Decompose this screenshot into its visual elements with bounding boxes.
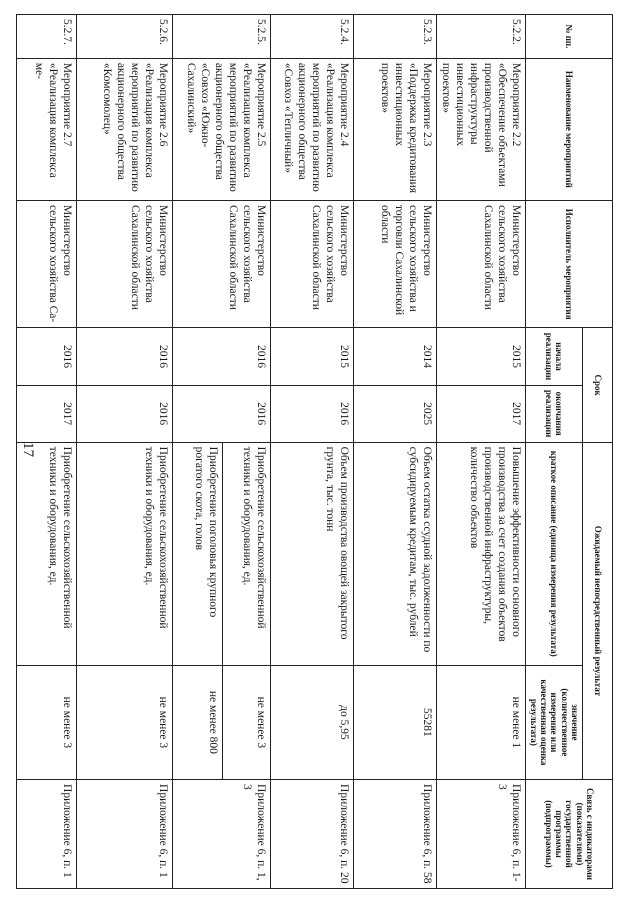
header-term: Срок bbox=[583, 328, 613, 442]
row-value: не менее 3 bbox=[77, 665, 173, 779]
row-brief: Приобретение сельскохозяйственной техники и оборудования, ед. bbox=[17, 442, 77, 665]
row-executor: Министерство сельского хозяйства Сахалинской области bbox=[173, 200, 271, 328]
row-name: Мероприятие 2.2 «Обеспечение объектами производственной инфраструктуры инвестиционных проектов» bbox=[437, 58, 526, 200]
header-num: № пп. bbox=[526, 15, 613, 59]
row-link: Приложение 6, п. 1 bbox=[17, 780, 77, 889]
row-link: Приложение 6, п. 58 bbox=[354, 780, 437, 889]
row-value: не менее 3 bbox=[17, 665, 77, 779]
activities-table bbox=[16, 14, 613, 889]
row-executor: Министерство сельского хозяйства Сахалинской области bbox=[437, 200, 526, 328]
row-executor: Министерство сельского хозяйства Са- bbox=[17, 200, 77, 328]
header-name: Наименование мероприятий bbox=[526, 58, 613, 200]
table-row bbox=[17, 15, 77, 889]
page-number: 17 bbox=[20, 442, 36, 457]
row-name: Мероприятие 2.6 «Реализация комплекса мероприятий по развитию акционерного общества «Комсомолец» bbox=[77, 58, 173, 200]
row-num: 5.2.3. bbox=[354, 15, 437, 59]
row-link: Приложение 6, п. 20 bbox=[271, 780, 354, 889]
row-executor: Министерство сельского хозяйства Сахалинской области bbox=[77, 200, 173, 328]
row-start: 2015 bbox=[271, 328, 354, 385]
table-row bbox=[271, 15, 354, 889]
row-end: 2017 bbox=[17, 385, 77, 442]
row-link: Приложение 6, п. 1-3 bbox=[437, 780, 526, 889]
row-num: 5.2.7. bbox=[17, 15, 77, 59]
rotated-page bbox=[23, 14, 613, 889]
row-brief: Приобретение сельскохозяйственной техники и оборудования, ед. bbox=[77, 442, 173, 665]
row-end: 2016 bbox=[77, 385, 173, 442]
table-row bbox=[223, 15, 271, 889]
header-end: окончания реализации bbox=[526, 385, 583, 442]
row-end: 2016 bbox=[173, 385, 271, 442]
row-name: Мероприятие 2.3 «Поддержка кредитования инвестиционных проектов» bbox=[354, 58, 437, 200]
row-link: Приложение 6, п. 1 bbox=[77, 780, 173, 889]
row-num: 5.2.4. bbox=[271, 15, 354, 59]
row-start: 2016 bbox=[77, 328, 173, 385]
row-start: 2014 bbox=[354, 328, 437, 385]
row-end: 2017 bbox=[437, 385, 526, 442]
row-end: 2016 bbox=[271, 385, 354, 442]
row-start: 2016 bbox=[173, 328, 271, 385]
row-value: 55281 bbox=[354, 665, 437, 779]
header-expected: Ожидаемый непосредственный результат bbox=[583, 442, 613, 779]
row-num: 5.2.6. bbox=[77, 15, 173, 59]
header-executor: Исполнитель мероприятия bbox=[526, 200, 613, 328]
header-link: Связь с индикаторами (показателями) государственной программы (подпрограммы) bbox=[526, 780, 613, 889]
row-value: не менее 3 bbox=[223, 665, 271, 779]
header-start: начала реализации bbox=[526, 328, 583, 385]
row-brief: Объем производства овощей закрытого грунта, тыс. тонн bbox=[271, 442, 354, 665]
row-start: 2015 bbox=[437, 328, 526, 385]
row-name: Мероприятие 2.7 «Реализация комплекса ме- bbox=[17, 58, 77, 200]
header-value: значение (количественное измерение или качественная оценка результата) bbox=[526, 665, 583, 779]
row-value: до 5,95 bbox=[271, 665, 354, 779]
row-num: 5.2.5. bbox=[173, 15, 271, 59]
row-brief: Приобретение сельскохозяйственной техники и оборудования, ед. bbox=[223, 442, 271, 665]
row-link: Приложение 6, п. 1, 3 bbox=[173, 780, 271, 889]
row-executor: Министерство сельского хозяйства Сахалинской области bbox=[271, 200, 354, 328]
row-value: не менее 800 bbox=[173, 665, 223, 779]
row-end: 2025 bbox=[354, 385, 437, 442]
table-row bbox=[77, 15, 173, 889]
table-row bbox=[354, 15, 437, 889]
row-start: 2016 bbox=[17, 328, 77, 385]
table-row bbox=[437, 15, 526, 889]
row-name: Мероприятие 2.5 «Реализация комплекса мероприятий по развитию акционерного общества «Совхоз «Южно-Сахалинский» bbox=[173, 58, 271, 200]
header-brief: краткое описание (единица измерения результата) bbox=[526, 442, 583, 665]
row-brief: Объем остатка ссудной задолженности по субсидируемым кредитам, тыс. рублей bbox=[354, 442, 437, 665]
row-value: не менее 1 bbox=[437, 665, 526, 779]
row-brief: Повышение эффективности основного производства за счет создания объектов производственной инфраструктуры, количество объектов bbox=[437, 442, 526, 665]
row-executor: Министерство сельского хозяйства и торговли Сахалинской области bbox=[354, 200, 437, 328]
row-num: 5.2.2. bbox=[437, 15, 526, 59]
row-name: Мероприятие 2.4 «Реализация комплекса мероприятий по развитию акционерного общества «Совхоз «Тепличный» bbox=[271, 58, 354, 200]
row-brief: Приобретение поголовья крупного рогатого скота, голов bbox=[173, 442, 223, 665]
